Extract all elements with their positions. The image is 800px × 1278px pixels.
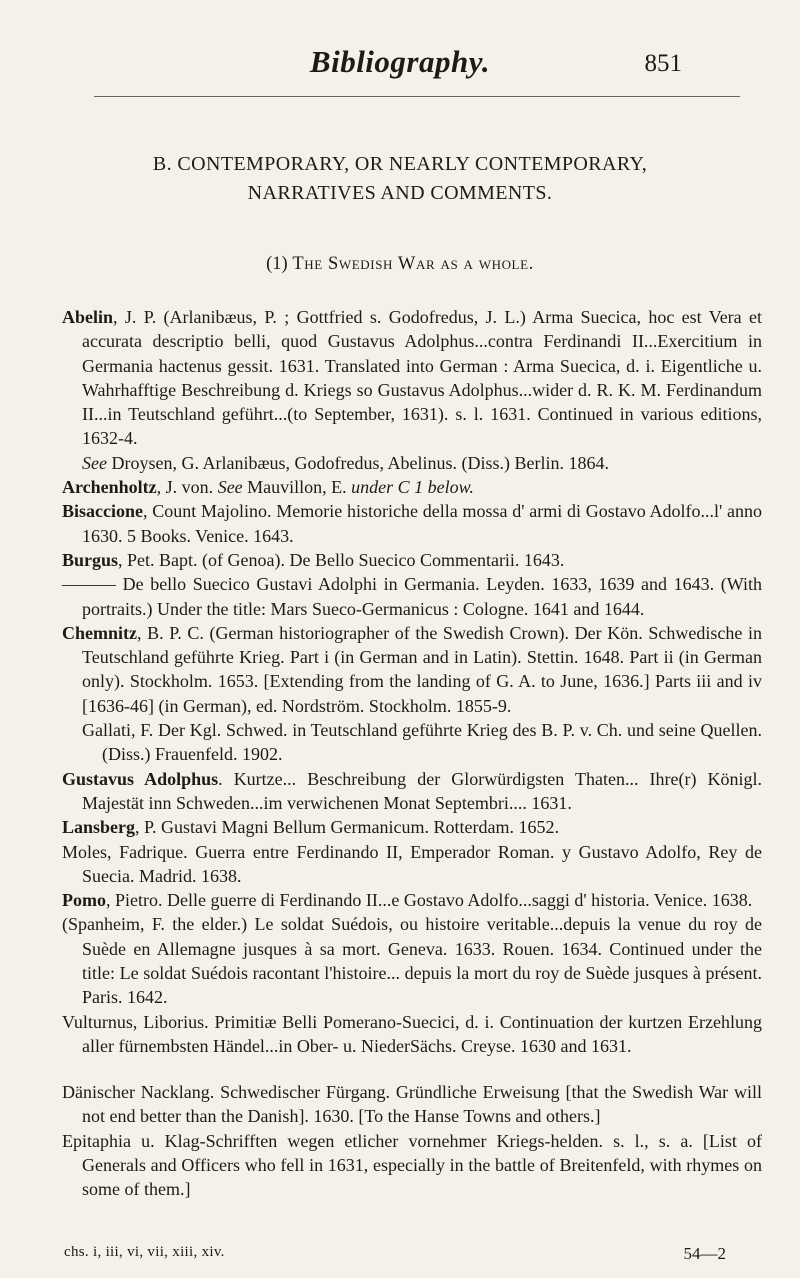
entry-author: Dänischer [62, 1082, 135, 1102]
entry-text: De bello Suecico Gustavi Adolphi in Germania. Leyden. 1633, 1639 and 1643. (With portraits.) Under the title: Mars Sueco-Germanicus : Cologne. 1641 and 1644. [82, 574, 762, 619]
entry-text: Nacklang. Schwedischer Fürgang. Gründliche Erweisung [that the Swedish War will not end better than the Danish]. 1630. [To the Hanse Towns and others.] [82, 1082, 762, 1127]
entry-vulturnus [62, 1010, 762, 1059]
entry-author: Moles [62, 841, 107, 862]
entry-text: u. Klag-Schrifften wegen etlicher vornehmer Kriegs-helden. s. l., s. a. [List of Generals and Officers who fell in 1631, especially in the battle of Breitenfeld, with rhymes on some of them.] [82, 1130, 762, 1200]
running-title: Bibliography. [309, 44, 491, 79]
bibliography-entries-anonymous [62, 1080, 762, 1201]
running-head [0, 44, 800, 96]
entry-author: Lansberg [62, 817, 136, 838]
entry-author: Bisaccione [62, 501, 143, 522]
entry-author: Chemnitz [62, 622, 137, 643]
entry-burgus [62, 548, 762, 572]
entry-epitaphia [62, 1129, 762, 1202]
entry-author: Vulturnus [62, 1011, 133, 1032]
entry-author: Pomo [62, 890, 106, 911]
sub-heading [0, 254, 800, 275]
entry-gallati [62, 718, 762, 767]
bibliography-entries [62, 305, 762, 1058]
signature-mark: 54—2 [683, 1244, 726, 1263]
entry-bisaccione [62, 499, 762, 548]
entry-see-text: Droysen, G. Arlanibæus, Godofredus, Abelinus. (Diss.) Berlin. 1864. [106, 452, 609, 473]
footer-chapter-refs: chs. i, iii, vi, vii, xiii, xiv. [64, 1244, 225, 1260]
entry-dash: ——— [62, 574, 116, 595]
entry-author: Epitaphia [62, 1130, 131, 1151]
entry-author: Burgus [62, 549, 119, 570]
see-label: See [217, 477, 243, 498]
page-number: 851 [644, 50, 682, 77]
section-heading-line-1: B. CONTEMPORARY, OR NEARLY CONTEMPORARY, [152, 153, 648, 175]
entry-text: Gallati, F. Der Kgl. Schwed. in Teutschland geführte Krieg des B. P. v. Ch. und seine Quellen. (Diss.) Frauenfeld. 1902. [82, 720, 762, 765]
entry-text: , Count Majolino. Memorie historiche della mossa d' armi di Gostavo Adolfo...l' anno 1630. 5 Books. Venice. 1643. [82, 501, 762, 546]
entry-author: Gustavus Adolphus [62, 768, 219, 789]
entry-text: , P. Gustavi Magni Bellum Germanicum. Rotterdam. 1652. [135, 817, 559, 838]
entry-chemnitz [62, 621, 762, 718]
entry-abelin [62, 305, 762, 475]
entry-author: Abelin [62, 307, 114, 327]
entry-see-text: Mauvillon, E. [242, 477, 352, 498]
entry-spanheim [62, 912, 762, 1009]
entry-moles [62, 840, 762, 889]
entry-text: , J. von. [156, 477, 218, 498]
entry-text: . Kurtze... Beschreibung der Glorwürdigsten Thaten... Ihre(r) Königl. Majestät inn Schweden...im verwichenen Monat Septembri.... 1631. [82, 768, 762, 813]
sub-heading-title: The Swedish War as a whole. [292, 254, 534, 274]
entry-text: , Pietro. Delle guerre di Ferdinando II...e Gostavo Adolfo...saggi d' historia. Venice. 1638. [106, 890, 753, 911]
entry-text: , Pet. Bapt. (of Genoa). De Bello Suecico Commentarii. 1643. [118, 549, 565, 570]
entry-lansberg [62, 815, 762, 839]
entry-text: , Fadrique. Guerra entre Ferdinando II, Emperador Roman. y Gustavo Adolfo, Rey de Suecia. Madrid. 1638. [82, 841, 762, 886]
header-rule [94, 96, 740, 97]
entry-author: Archenholtz [62, 477, 157, 498]
entry-author: (Spanheim [62, 914, 140, 935]
entry-text: , Liborius. Primitiæ Belli Pomerano-Suecici, d. i. Continuation der kurtzen Erzehlung aller fürnembsten Händel...in Ober- u. NiederSächs. Creyse. 1630 and 1631. [82, 1011, 762, 1056]
entry-danischer [62, 1080, 762, 1129]
entry-gustavus-adolphus [62, 767, 762, 816]
section-heading-line-2: NARRATIVES AND COMMENTS. [247, 182, 553, 204]
entry-pomo [62, 888, 762, 912]
entry-tail: under C 1 below. [351, 477, 474, 498]
entry-text: , F. the elder.) Le soldat Suédois, ou histoire veritable...depuis la venue du roy de Suède en Allemagne jusques à sa mort. Geneva. 1633. Rouen. 1634. Continued under the title: Le soldat Suédois racontant l'histoire... depuis la mort du roy de Suède jusques à présent. Paris. 1642. [82, 914, 762, 1008]
page-footer [64, 1244, 740, 1270]
section-heading [0, 150, 800, 208]
entry-burgus-2 [62, 572, 762, 621]
entry-text: , J. P. (Arlanibæus, P. ; Gottfried s. Godofredus, J. L.) Arma Suecica, hoc est Vera et accurata descriptio belli, quod Gustavus Adolphus...contra Ferdinandi II...Exercitium in Germania hactenus gessit. 1631. Translated into German : Arma Suecica, d. i. Eigentliche u. Wahrhafftige Beschreibung d. Kriegs so Gustavus Adolphus...wider d. R. K. M. Ferdinandum II...in Teutschland geführt...(to September, 1631). s. l. 1631. Continued in various editions, 1632-4. [82, 307, 762, 449]
see-label: See [82, 452, 107, 473]
sub-heading-number: (1) [266, 254, 288, 274]
entry-archenholtz [62, 475, 762, 499]
entry-text: , B. P. C. (German historiographer of the Swedish Crown). Der Kön. Schwedische in Teutschland geführte Krieg. Part i (in German and in Latin). Stettin. 1648. Part ii (in German only). Stockholm. 1653. [Extending from the landing of G. A. to June, 1636.] Parts iii and iv [1636-46] (in German), ed. Nordström. Stockholm. 1855-9. [82, 622, 762, 716]
